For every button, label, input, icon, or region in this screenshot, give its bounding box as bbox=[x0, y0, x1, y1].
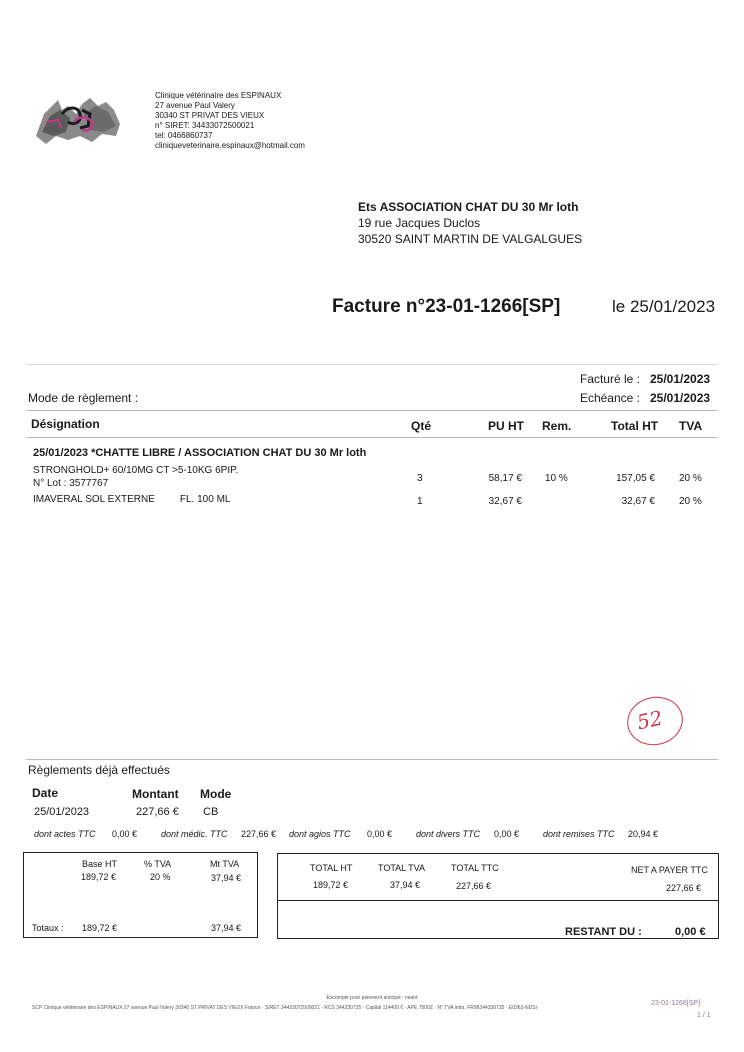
recipient-street: 19 rue Jacques Duclos bbox=[358, 216, 481, 230]
clinic-name: Clinique vétérinaire des ESPINAUX bbox=[155, 91, 282, 100]
totals-col-tva: TOTAL TVA bbox=[378, 863, 426, 873]
clinic-city: 30340 ST PRIVAT DES VIEUX bbox=[155, 111, 265, 120]
item-lot: N° Lot : 3577767 bbox=[33, 478, 109, 489]
vat-box bbox=[23, 852, 258, 938]
billed-label: Facturé le : bbox=[579, 372, 640, 386]
total-ttc: 227,66 € bbox=[456, 881, 492, 891]
group-title: 25/01/2023 *CHATTE LIBRE / ASSOCIATION CHAT DU 30 Mr loth bbox=[33, 447, 367, 459]
detail-value: 0,00 € bbox=[367, 829, 393, 839]
totals-col-ht: TOTAL HT bbox=[310, 863, 353, 873]
totals-col-net: NET A PAYER TTC bbox=[631, 865, 708, 875]
clinic-street: 27 avenue Paul Valery bbox=[155, 101, 235, 110]
col-rem: Rem. bbox=[542, 419, 572, 433]
remaining-value: 0,00 € bbox=[675, 926, 706, 938]
payment-mode: CB bbox=[203, 806, 219, 818]
payments-col-mode: Mode bbox=[200, 787, 232, 801]
invoice-title: Facture n°23-01-1266[SP] bbox=[332, 296, 561, 317]
clinic-phone: tel: 0466860737 bbox=[155, 131, 213, 140]
vat-mt: 37,94 € bbox=[211, 873, 242, 883]
total-ht: 189,72 € bbox=[313, 880, 349, 890]
col-qty: Qté bbox=[411, 419, 432, 433]
clinic-address bbox=[155, 91, 305, 151]
clinic-siret: n° SIRET: 34433072500021 bbox=[155, 121, 255, 130]
recipient-city: 30520 SAINT MARTIN DE VALGALGUES bbox=[358, 232, 583, 246]
footer-discount: Escompte pour paiement anticipé : néant bbox=[326, 995, 418, 1001]
detail-value: 0,00 € bbox=[112, 829, 138, 839]
recipient-address bbox=[358, 199, 582, 247]
due-value: 25/01/2023 bbox=[650, 391, 711, 405]
item-tva: 20 % bbox=[679, 496, 702, 507]
vat-totals-label: Totaux : bbox=[32, 923, 64, 933]
invoice-date: le 25/01/2023 bbox=[612, 297, 716, 316]
detail-label: dont médic. TTC bbox=[161, 829, 228, 839]
totals-box bbox=[277, 853, 719, 939]
col-designation: Désignation bbox=[31, 417, 100, 431]
item-designation: STRONGHOLD+ 60/10MG CT >5-10KG 6PIP. bbox=[33, 465, 239, 476]
billed-value: 25/01/2023 bbox=[650, 372, 711, 386]
item-designation: IMAVERAL SOL EXTERNE FL. 100 ML bbox=[33, 494, 231, 505]
detail-label: dont divers TTC bbox=[416, 829, 481, 839]
vat-col-mt: Mt TVA bbox=[210, 859, 240, 869]
clinic-email: cliniqueveterinaire.espinaux@hotmail.com bbox=[155, 141, 305, 150]
divider bbox=[26, 759, 718, 760]
divider bbox=[26, 437, 718, 438]
vat-totals-base: 189,72 € bbox=[82, 923, 118, 933]
recipient-name: Ets ASSOCIATION CHAT DU 30 Mr loth bbox=[358, 200, 579, 214]
detail-value: 20,94 € bbox=[628, 829, 659, 839]
table-row bbox=[0, 465, 744, 493]
detail-label: dont agios TTC bbox=[289, 829, 351, 839]
table-row bbox=[0, 494, 744, 510]
clinic-logo-icon bbox=[32, 92, 124, 150]
detail-label: dont remises TTC bbox=[543, 829, 615, 839]
payments-col-amount: Montant bbox=[132, 787, 179, 801]
footer-legal: SCP Clinique vétérinaire des ESPINAUX 27 avenue Paul Valery 30340 ST PRIVAT DES VIEUX France · SIRET 34433072500021 · RCS 344330725 · Capital 114400 € · APE 7500Z · N° TVA intra. FR96344330725 · E0363-NDSr bbox=[32, 1005, 538, 1011]
due-label: Echéance : bbox=[579, 391, 640, 405]
handwritten-note: 52 bbox=[634, 705, 665, 735]
vat-col-base: Base HT bbox=[82, 859, 118, 869]
item-tva: 20 % bbox=[679, 473, 702, 484]
footer-invoice-ref: 23-01-1266[SP] bbox=[651, 1000, 701, 1007]
total-tva: 37,94 € bbox=[390, 880, 421, 890]
detail-value: 0,00 € bbox=[494, 829, 520, 839]
payment-date: 25/01/2023 bbox=[34, 806, 90, 818]
col-total: Total HT bbox=[611, 419, 659, 433]
item-qty: 1 bbox=[417, 496, 423, 507]
item-rem: 10 % bbox=[545, 473, 568, 484]
vat-base: 189,72 € bbox=[81, 872, 117, 882]
footer-page-number: 1 / 1 bbox=[697, 1012, 711, 1019]
item-total: 32,67 € bbox=[621, 496, 655, 507]
payment-amount: 227,66 € bbox=[136, 806, 179, 818]
totals-col-ttc: TOTAL TTC bbox=[451, 863, 499, 873]
payment-mode-label: Mode de règlement : bbox=[28, 391, 139, 405]
detail-value: 227,66 € bbox=[241, 829, 277, 839]
item-pu: 32,67 € bbox=[488, 496, 522, 507]
totals-separator bbox=[278, 900, 718, 901]
item-qty: 3 bbox=[417, 473, 423, 484]
item-total: 157,05 € bbox=[616, 473, 655, 484]
payments-col-date: Date bbox=[32, 786, 59, 800]
item-pu: 58,17 € bbox=[488, 473, 522, 484]
payments-title: Règlements déjà effectués bbox=[28, 763, 170, 777]
vat-totals-mt: 37,94 € bbox=[211, 923, 242, 933]
col-pu: PU HT bbox=[488, 419, 524, 433]
vat-col-pct: % TVA bbox=[144, 859, 172, 869]
remaining-label: RESTANT DU : bbox=[565, 926, 642, 938]
vat-pct: 20 % bbox=[150, 872, 171, 882]
net-to-pay: 227,66 € bbox=[666, 883, 702, 893]
divider bbox=[26, 364, 718, 365]
detail-label: dont actes TTC bbox=[34, 829, 96, 839]
divider bbox=[26, 410, 718, 411]
col-tva: TVA bbox=[679, 419, 703, 433]
